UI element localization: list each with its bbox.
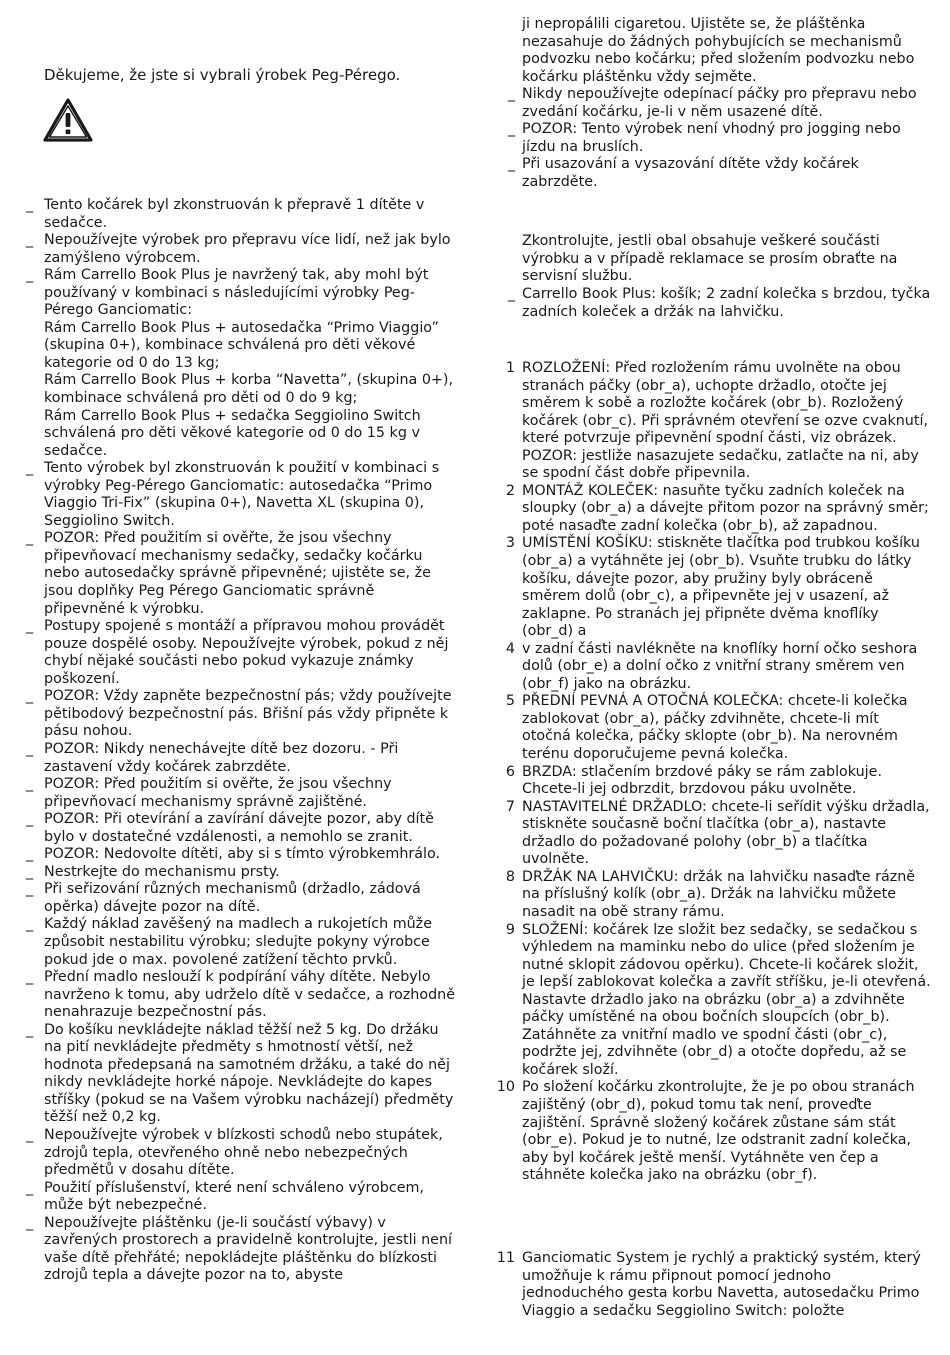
- list-marker: _: [26, 460, 34, 477]
- list-marker: _: [507, 86, 515, 102]
- list-marker: _: [26, 776, 34, 793]
- list-item: [475, 641, 932, 694]
- list-marker: _: [26, 688, 34, 705]
- list-item: [0, 1022, 456, 1127]
- list-marker: _: [507, 156, 515, 173]
- warning-triangle-icon: [42, 97, 94, 143]
- list-item-text: POZOR: Před použitím si ověřte, že jsou všechny připevňovací mechanismy sedačky, sedačky kočárku nebo autosedačky správně připevněné; ujistěte se, že jsou doplňky Peg Pérego Ganciomatic správně připevněné k výrobku.: [44, 530, 431, 617]
- list-item-text: Rám Carrello Book Plus + sedačka Seggiolino Switch schválená pro děti věkové kategorie od 0 do 15 kg v sedačce.: [44, 407, 421, 459]
- list-item: [475, 1250, 932, 1320]
- list-item: [475, 483, 932, 536]
- safety-list: [0, 197, 456, 1285]
- intro-text: Děkujeme, že jste si vybrali ýrobek Peg-Pérego.: [44, 66, 401, 84]
- list-marker: 3: [505, 535, 515, 552]
- list-item: [475, 799, 932, 869]
- list-item: [0, 320, 456, 373]
- list-marker: 9: [505, 921, 515, 938]
- list-item: [0, 864, 456, 882]
- list-marker: 4: [505, 640, 515, 657]
- list-item-text: Nepoužívejte pláštěnku (je-li součástí výbavy) v zavřených prostorech a pravidelně kontrolujte, jestli není vaše dítě přehřáté; nepokládejte pláštěnku do blízkosti zdrojů tepla a dávejte pozor na to, abyste: [44, 1214, 452, 1284]
- list-marker: _: [26, 881, 34, 898]
- list-item-text: POZOR: Vždy zapněte bezpečnostní pás; vždy používejte pětibodový bezpečnostní pás. Břišní pás vždy připněte k pásu nohou.: [44, 688, 452, 740]
- list-item-text: Při usazování a vysazování dítěte vždy kočárek zabrzděte.: [522, 156, 859, 190]
- package-contents-paragraph: Zkontrolujte, jestli obal obsahuje veškeré součásti výrobku a v případě reklamace se prosím obraťte na servisní službu.: [522, 233, 898, 285]
- list-item: [475, 922, 932, 1080]
- list-item: [475, 535, 932, 640]
- list-marker: 8: [505, 868, 515, 885]
- list-marker: 11: [496, 1250, 515, 1266]
- list-item: [475, 764, 932, 799]
- list-item-text: POZOR: Před použitím si ověřte, že jsou všechny připevňovací mechanismy správně zajištěné.: [44, 776, 392, 810]
- list-item-text: Do košíku nevkládejte náklad těžší než 5 kg. Do držáku na pití nevkládejte předměty s hmotností větší, než hodnota předepsaná na samotném držáku, a také do něj nikdy nevkládejte horké nápoje. Nevkládejte do kapes stříšky (pokud se na Vašem výrobku nacházejí) předměty těžší než 0,2 kg.: [44, 1021, 454, 1126]
- list-item-text: SLOŽENÍ: kočárek lze složit bez sedačky, se sedačkou s výhledem na maminku nebo do ulice (před složením je nutné sklopit zádovou opěrku). Chcete-li kočárek složit, je lepší zablokovat kolečka a zavřít stříšku, je-li otevřená. Nastavte držadlo jako na obrázku (obr_a) a zdvihněte páčky umístěné na obou bočních sloupcích (obr_b). Zatáhněte za vnitřní madlo ve spodní části (obr_c), podržte jej, zdvihněte (obr_d) a otočte dopředu, až se kočárek složí.: [522, 921, 931, 1078]
- list-item: [0, 530, 456, 618]
- list-item-text: PŘEDNÍ PEVNÁ A OTOČNÁ KOLEČKA: chcete-li kolečka zablokovat (obr_a), páčky zdvihněte, chcete-li mít otočná kolečka, páčky sklopte (obr_b). Na nerovném terénu doporučujeme pevná kolečka.: [522, 693, 908, 763]
- list-item: [0, 969, 456, 1022]
- list-marker: 5: [505, 693, 515, 710]
- list-item: [0, 1127, 456, 1180]
- list-item: [0, 846, 456, 864]
- list-item-text: Nepoužívejte výrobek pro přepravu více lidí, než jak bylo zamýšleno výrobcem.: [44, 232, 451, 266]
- list-item: [0, 197, 456, 232]
- list-marker: _: [26, 197, 34, 213]
- list-marker: _: [26, 740, 34, 757]
- list-marker: _: [26, 1214, 34, 1231]
- list-marker: 7: [505, 798, 515, 815]
- list-item-text: UMÍSTĚNÍ KOŠÍKU: stiskněte tlačítka pod trubkou košíku (obr_a) a vytáhněte jej (obr_b). Vsuňte trubku do látky košíku, dávejte pozor, aby pružiny byly obráceně směrem dolů (obr_c), a připevněte jej v usazení, až zaklapne. Po stranách jej připněte dvěma knoflíky (obr_d) a: [522, 535, 920, 640]
- list-item: [475, 286, 932, 321]
- list-marker: _: [26, 969, 34, 986]
- list-item-text: v zadní části navlékněte na knoflíky horní očko seshora dolů (obr_e) a dolní očko z vnitřní strany směrem ven (obr_f) jako na obrázku.: [522, 640, 918, 692]
- list-marker: _: [26, 267, 34, 284]
- list-item: [0, 811, 456, 846]
- instructions-list-2: [475, 1250, 932, 1320]
- list-item-text: DRŽÁK NA LAHVIČKU: držák na lahvičku nasaďte rázně na příslušný kolík (obr_a). Držák na lahvičku můžete nasadit na obě strany rámu.: [522, 868, 916, 920]
- list-marker: 2: [505, 482, 515, 499]
- list-marker: _: [26, 1179, 34, 1196]
- package-contents-list: [475, 286, 932, 321]
- list-item-text: NASTAVITELNÉ DRŽADLO: chcete-li seřídit výšku držadla, stiskněte současně boční tlačítka (obr_a), nastavte držadlo do požadované polohy (obr_b) a tlačítka uvolněte.: [522, 798, 930, 868]
- list-item-text: Každý náklad zavěšený na madlech a rukojetích může způsobit nestabilitu výrobku; sledujte pokyny výrobce pokud jde o max. povolené zatížení těchto prvků.: [44, 916, 432, 968]
- list-marker: _: [26, 863, 34, 880]
- list-item-text: Rám Carrello Book Plus + autosedačka “Primo Viaggio” (skupina 0+), kombinace schválená pro děti věkové kategorie od 0 do 13 kg;: [44, 319, 439, 371]
- list-item-text: Při seřizování různých mechanismů (držadlo, zádová opěrka) dávejte pozor na dítě.: [44, 881, 421, 915]
- list-item: [0, 1180, 456, 1215]
- list-item: [0, 618, 456, 688]
- list-item: [0, 408, 456, 461]
- list-item-text: ROZLOŽENÍ: Před rozložením rámu uvolněte na obou stranách páčky (obr_a), uchopte držadlo, otočte jej směrem k sobě a rozložte kočárek (obr_b). Rozložený kočárek (obr_c). Při správném otevření se ozve cvaknutí, které potvrzuje připevnění spodní části, viz obrázek. POZOR: jestliže nasazujete sedačku, zatlačte na ni, aby se spodní část dobře připevnila.: [522, 360, 928, 482]
- instructions-list: [475, 360, 932, 1185]
- list-item-text: Rám Carrello Book Plus je navržený tak, aby mohl být používaný v kombinaci s následujícími výrobky Peg-Pérego Ganciomatic:: [44, 267, 429, 319]
- list-marker: _: [26, 811, 34, 828]
- list-item: [0, 232, 456, 267]
- list-item: [475, 156, 932, 191]
- list-item: [475, 360, 932, 483]
- list-item-text: Nestrkejte do mechanismu prsty.: [44, 863, 280, 880]
- list-item-text: Tento kočárek byl zkonstruován k přepravě 1 dítěte v sedačce.: [44, 197, 425, 231]
- list-item-text: Postupy spojené s montáží a přípravou mohou provádět pouze dospělé osoby. Nepoužívejte výrobek, pokud z něj chybí nějaké součásti nebo pokud vykazuje známky poškození.: [44, 618, 449, 687]
- safety-list-continued: [475, 86, 932, 191]
- list-item: [475, 869, 932, 922]
- list-marker: _: [26, 530, 34, 547]
- list-marker: _: [26, 916, 34, 933]
- list-item-text: BRZDA: stlačením brzdové páky se rám zablokuje. Chcete-li jej odbrzdit, brzdovou páku uvolněte.: [522, 763, 882, 798]
- list-item: [0, 1215, 456, 1285]
- list-marker: _: [507, 286, 515, 302]
- list-item: [0, 688, 456, 741]
- list-item-text: POZOR: Nikdy nenechávejte dítě bez dozoru. - Při zastavení vždy kočárek zabrzděte.: [44, 740, 399, 775]
- list-item-text: Nikdy nepoužívejte odepínací páčky pro přepravu nebo zvedání kočárku, je-li v něm usazené dítě.: [522, 86, 917, 120]
- list-marker: 10: [496, 1079, 515, 1096]
- continued-paragraph: ji nepropálili cigaretou. Ujistěte se, že pláštěnka nezasahuje do žádných pohybujících se mechanismů podvozku nebo kočárku; před složením podvozku nebo kočárku pláštěnku vždy sejměte.: [522, 16, 915, 85]
- list-item: [475, 121, 932, 156]
- list-marker: _: [26, 618, 34, 635]
- list-item-text: POZOR: Tento výrobek není vhodný pro jogging nebo jízdu na bruslích.: [522, 121, 901, 155]
- list-item-text: Přední madlo neslouží k podpírání váhy dítěte. Nebylo navrženo k tomu, aby udrželo dítě v sedačce, a rozhodně nenahrazuje bezpečnostní pás.: [44, 969, 456, 1021]
- list-item: [0, 460, 456, 530]
- list-item: [0, 776, 456, 811]
- list-item-text: Rám Carrello Book Plus + korba “Navetta”, (skupina 0+), kombinace schválená pro děti od 0 do 9 kg;: [44, 372, 454, 407]
- list-item-text: Tento výrobek byl zkonstruován k použití v kombinaci s výrobky Peg-Pérego Ganciomatic: autosedačka “Primo Viaggio Tri-Fix” (skupina 0+), Navetta XL (skupina 0), Seggiolino Switch.: [44, 460, 440, 529]
- list-item: [0, 372, 456, 407]
- list-item: [475, 1079, 932, 1184]
- list-marker: _: [26, 232, 34, 249]
- list-item-text: POZOR: Nedovolte dítěti, aby si s tímto výrobkemhrálo.: [44, 846, 441, 863]
- list-item: [0, 881, 456, 916]
- list-marker: _: [26, 1126, 34, 1143]
- list-item: [475, 86, 932, 121]
- list-item-text: POZOR: Při otevírání a zavírání dávejte pozor, aby dítě bylo v dostatečné vzdálenosti, a nemohlo se zranit.: [44, 811, 434, 845]
- list-item-text: Carrello Book Plus: košík; 2 zadní kolečka s brzdou, tyčka zadních koleček a držák na lahvičku.: [522, 286, 931, 320]
- list-marker: _: [26, 1021, 34, 1038]
- list-item-text: Použití příslušenství, které není schváleno výrobcem, může být nebezpečné.: [44, 1179, 424, 1214]
- list-item: [0, 267, 456, 320]
- list-marker: _: [26, 846, 34, 863]
- list-marker: 6: [505, 763, 515, 780]
- list-item-text: Nepoužívejte výrobek v blízkosti schodů nebo stupátek, zdrojů tepla, otevřeného ohně nebo nebezpečných předmětů v dosahu dítěte.: [44, 1126, 443, 1179]
- list-item: [475, 693, 932, 763]
- list-item: [0, 916, 456, 969]
- list-item-text: MONTÁŽ KOLEČEK: nasuňte tyčku zadních koleček na sloupky (obr_a) a dávejte přitom pozor na správný směr; poté nasaďte zadní kolečka (obr_b), až zapadnou.: [522, 482, 929, 534]
- list-marker: _: [507, 121, 515, 138]
- list-item-text: Ganciomatic System je rychlý a praktický systém, který umožňuje k rámu připnout pomocí jednoho jednoduchého gesta korbu Navetta, autosedačku Primo Viaggio a sedačku Seggiolino Switch: položte: [522, 1250, 921, 1319]
- list-item: [0, 741, 456, 776]
- list-marker: 1: [505, 360, 515, 376]
- list-item-text: Po složení kočárku zkontrolujte, že je po obou stranách zajištěný (obr_d), pokud tomu tak není, proveďte zajištění. Správně složený kočárek zůstane sám stát (obr_e). Pokud je to nutné, lze odstranit zadní kolečka, aby byl kočárek ještě menší. Vytáhněte ven čep a stáhněte kolečka jako na obrázku (obr_f).: [522, 1079, 915, 1184]
